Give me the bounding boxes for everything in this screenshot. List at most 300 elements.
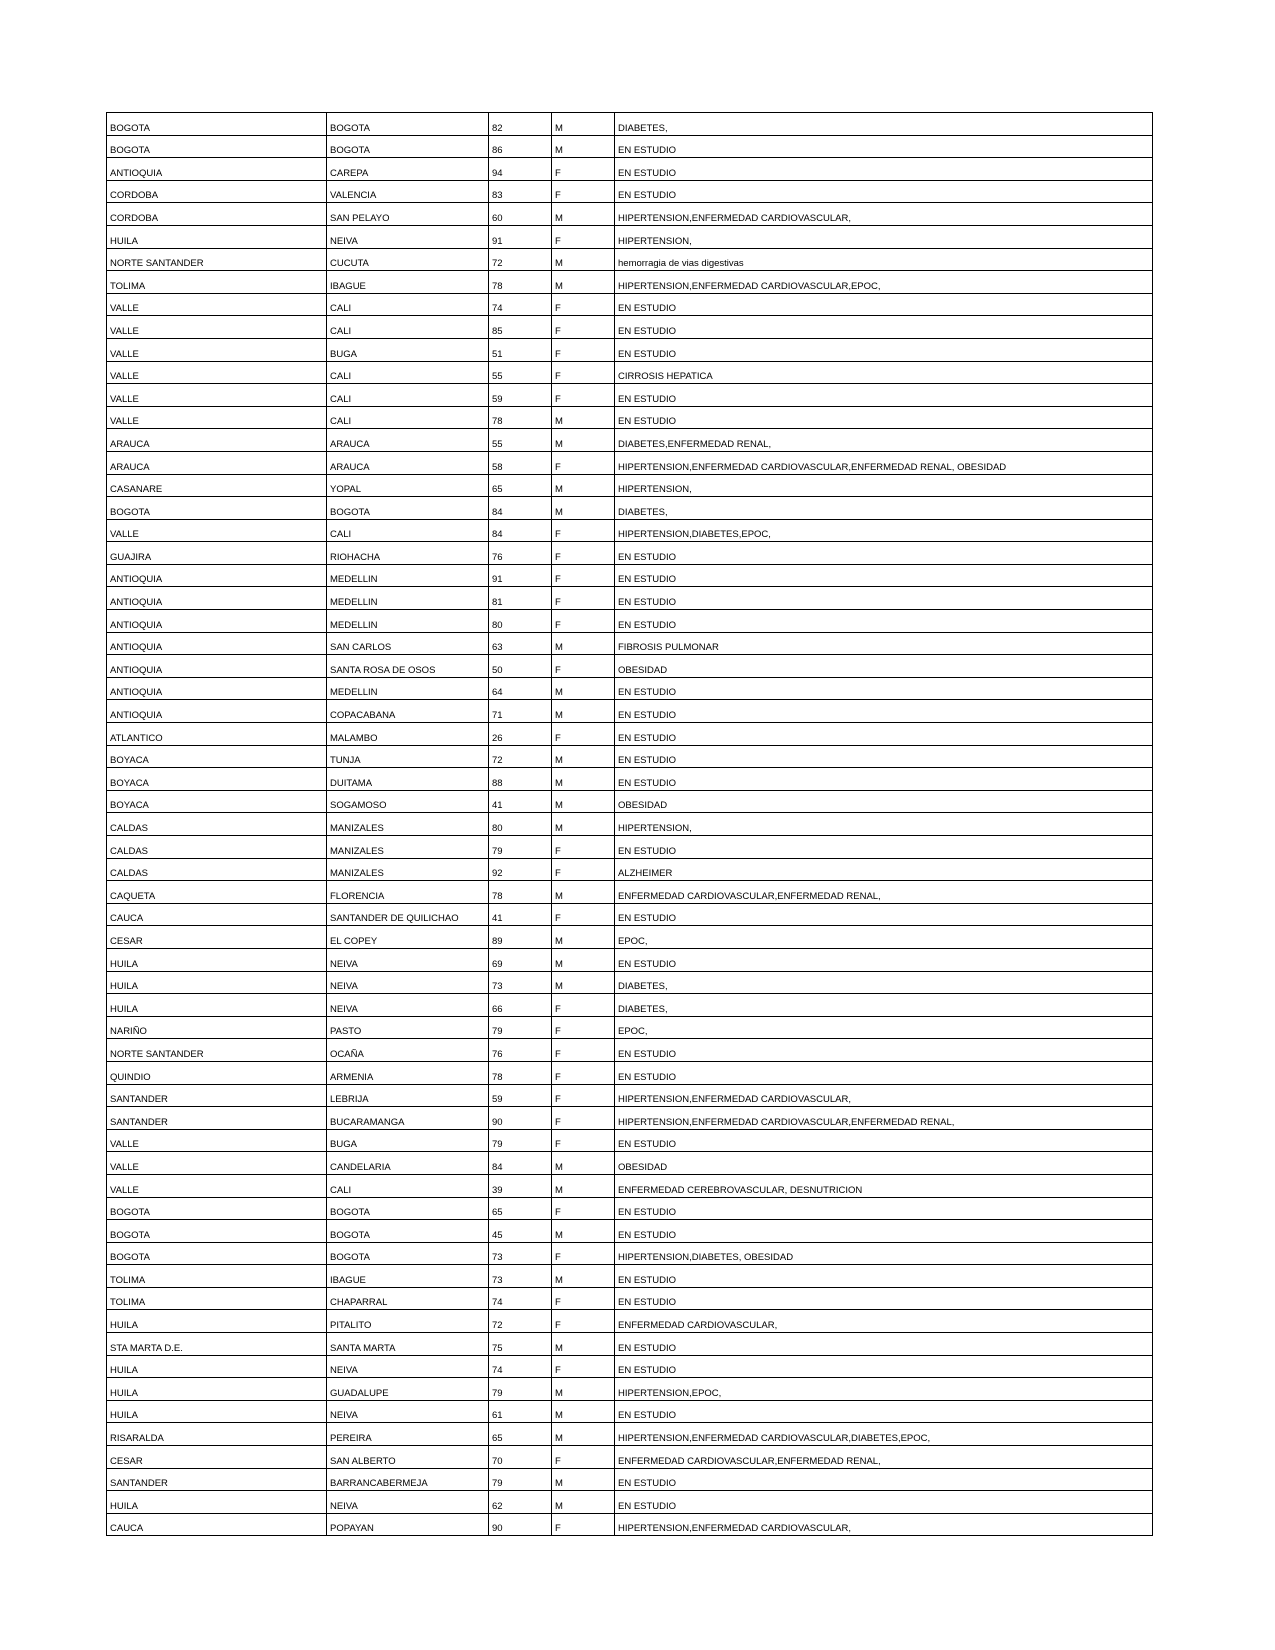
sex-cell: F [552,542,615,565]
table-row [107,564,1153,587]
sex-cell: M [552,790,615,813]
table-row [107,858,1153,881]
age-cell: 72 [489,248,552,271]
age-cell: 60 [489,203,552,226]
sex-cell: M [552,1333,615,1356]
sex-cell: M [552,1491,615,1514]
table-row [107,1039,1153,1062]
city-cell: PITALITO [327,1310,489,1333]
age-cell: 90 [489,1107,552,1130]
condition-cell: EN ESTUDIO [615,1061,1153,1084]
age-cell: 41 [489,903,552,926]
department-cell: BOGOTA [107,497,327,520]
city-cell: SAN CARLOS [327,632,489,655]
condition-cell: HIPERTENSION, [615,225,1153,248]
table-row [107,384,1153,407]
condition-cell: ENFERMEDAD CEREBROVASCULAR, DESNUTRICION [615,1174,1153,1197]
department-cell: VALLE [107,406,327,429]
city-cell: CHAPARRAL [327,1287,489,1310]
department-cell: BOGOTA [107,1197,327,1220]
sex-cell: F [552,225,615,248]
sex-cell: M [552,971,615,994]
sex-cell: F [552,655,615,678]
age-cell: 74 [489,293,552,316]
city-cell: BOGOTA [327,1242,489,1265]
age-cell: 73 [489,1265,552,1288]
sex-cell: M [552,1423,615,1446]
department-cell: ANTIOQUIA [107,677,327,700]
sex-cell: M [552,1378,615,1401]
condition-cell: EN ESTUDIO [615,745,1153,768]
table-row [107,677,1153,700]
age-cell: 81 [489,587,552,610]
city-cell: PEREIRA [327,1423,489,1446]
city-cell: CUCUTA [327,248,489,271]
city-cell: BARRANCABERMEJA [327,1468,489,1491]
condition-cell: EPOC, [615,926,1153,949]
city-cell: NEIVA [327,948,489,971]
city-cell: DUITAMA [327,768,489,791]
condition-cell: EN ESTUDIO [615,677,1153,700]
condition-cell: HIPERTENSION,DIABETES,EPOC, [615,519,1153,542]
age-cell: 85 [489,316,552,339]
sex-cell: F [552,180,615,203]
sex-cell: F [552,158,615,181]
department-cell: ANTIOQUIA [107,564,327,587]
condition-cell: EN ESTUDIO [615,293,1153,316]
department-cell: RISARALDA [107,1423,327,1446]
age-cell: 91 [489,225,552,248]
condition-cell: EN ESTUDIO [615,1468,1153,1491]
age-cell: 55 [489,429,552,452]
condition-cell: EN ESTUDIO [615,1265,1153,1288]
city-cell: CANDELARIA [327,1152,489,1175]
city-cell: BOGOTA [327,1197,489,1220]
city-cell: NEIVA [327,1355,489,1378]
department-cell: VALLE [107,293,327,316]
sex-cell: M [552,429,615,452]
city-cell: NEIVA [327,225,489,248]
sex-cell: F [552,338,615,361]
department-cell: BOGOTA [107,135,327,158]
sex-cell: M [552,948,615,971]
table-row [107,1129,1153,1152]
sex-cell: F [552,1513,615,1536]
department-cell: CAUCA [107,1513,327,1536]
department-cell: GUAJIRA [107,542,327,565]
department-cell: BOGOTA [107,1242,327,1265]
table-row [107,158,1153,181]
sex-cell: M [552,632,615,655]
table-row [107,429,1153,452]
sex-cell: F [552,1242,615,1265]
department-cell: ARAUCA [107,429,327,452]
table-row [107,1265,1153,1288]
age-cell: 76 [489,1039,552,1062]
condition-cell: EN ESTUDIO [615,338,1153,361]
sex-cell: M [552,1174,615,1197]
condition-cell: HIPERTENSION,ENFERMEDAD CARDIOVASCULAR,ENFERMEDAD RENAL, [615,1107,1153,1130]
city-cell: LEBRIJA [327,1084,489,1107]
sex-cell: F [552,858,615,881]
table-row [107,948,1153,971]
city-cell: TUNJA [327,745,489,768]
age-cell: 59 [489,1084,552,1107]
sex-cell: M [552,113,615,136]
table-row [107,610,1153,633]
condition-cell: EN ESTUDIO [615,1197,1153,1220]
age-cell: 26 [489,723,552,746]
department-cell: TOLIMA [107,1287,327,1310]
sex-cell: M [552,1152,615,1175]
condition-cell: HIPERTENSION,ENFERMEDAD CARDIOVASCULAR,EPOC, [615,271,1153,294]
condition-cell: DIABETES,ENFERMEDAD RENAL, [615,429,1153,452]
sex-cell: F [552,1016,615,1039]
table-row [107,248,1153,271]
department-cell: BOYACA [107,768,327,791]
department-cell: BOYACA [107,745,327,768]
sex-cell: M [552,248,615,271]
age-cell: 72 [489,745,552,768]
sex-cell: F [552,519,615,542]
sex-cell: F [552,1084,615,1107]
age-cell: 82 [489,113,552,136]
city-cell: PASTO [327,1016,489,1039]
table-row [107,1084,1153,1107]
age-cell: 65 [489,1423,552,1446]
department-cell: TOLIMA [107,271,327,294]
department-cell: CAUCA [107,903,327,926]
city-cell: CALI [327,293,489,316]
age-cell: 78 [489,881,552,904]
age-cell: 73 [489,1242,552,1265]
table-row [107,971,1153,994]
sex-cell: M [552,677,615,700]
department-cell: VALLE [107,1129,327,1152]
city-cell: SANTANDER DE QUILICHAO [327,903,489,926]
age-cell: 39 [489,1174,552,1197]
department-cell: VALLE [107,1174,327,1197]
age-cell: 66 [489,994,552,1017]
table-row [107,113,1153,136]
sex-cell: M [552,1400,615,1423]
sex-cell: M [552,745,615,768]
table-row [107,180,1153,203]
department-cell: HUILA [107,1355,327,1378]
table-row [107,632,1153,655]
city-cell: IBAGUE [327,271,489,294]
condition-cell: EN ESTUDIO [615,768,1153,791]
age-cell: 79 [489,836,552,859]
city-cell: BOGOTA [327,497,489,520]
age-cell: 72 [489,1310,552,1333]
age-cell: 73 [489,971,552,994]
condition-cell: HIPERTENSION,ENFERMEDAD CARDIOVASCULAR,ENFERMEDAD RENAL, OBESIDAD [615,451,1153,474]
city-cell: NEIVA [327,1400,489,1423]
condition-cell: DIABETES, [615,497,1153,520]
age-cell: 84 [489,1152,552,1175]
department-cell: CESAR [107,1446,327,1469]
condition-cell: EN ESTUDIO [615,836,1153,859]
age-cell: 91 [489,564,552,587]
city-cell: MEDELLIN [327,610,489,633]
table-row [107,135,1153,158]
condition-cell: ENFERMEDAD CARDIOVASCULAR, [615,1310,1153,1333]
age-cell: 80 [489,813,552,836]
city-cell: ARAUCA [327,451,489,474]
sex-cell: M [552,881,615,904]
sex-cell: F [552,361,615,384]
department-cell: CORDOBA [107,180,327,203]
condition-cell: EN ESTUDIO [615,723,1153,746]
age-cell: 69 [489,948,552,971]
condition-cell: EN ESTUDIO [615,564,1153,587]
table-row [107,994,1153,1017]
age-cell: 71 [489,700,552,723]
city-cell: CALI [327,384,489,407]
condition-cell: CIRROSIS HEPATICA [615,361,1153,384]
city-cell: NEIVA [327,971,489,994]
table-row [107,813,1153,836]
table-row [107,881,1153,904]
city-cell: COPACABANA [327,700,489,723]
table-row [107,1513,1153,1536]
sex-cell: F [552,293,615,316]
table-row [107,338,1153,361]
condition-cell: EN ESTUDIO [615,406,1153,429]
sex-cell: M [552,203,615,226]
city-cell: CALI [327,1174,489,1197]
table-row [107,903,1153,926]
table-row [107,406,1153,429]
condition-cell: DIABETES, [615,113,1153,136]
sex-cell: M [552,926,615,949]
table-row [107,1107,1153,1130]
age-cell: 59 [489,384,552,407]
department-cell: NARIÑO [107,1016,327,1039]
department-cell: BOGOTA [107,1220,327,1243]
age-cell: 86 [489,135,552,158]
table-row [107,1174,1153,1197]
condition-cell: EN ESTUDIO [615,316,1153,339]
table-row [107,723,1153,746]
age-cell: 84 [489,497,552,520]
sex-cell: M [552,700,615,723]
sex-cell: M [552,1220,615,1243]
condition-cell: ENFERMEDAD CARDIOVASCULAR,ENFERMEDAD RENAL, [615,881,1153,904]
age-cell: 64 [489,677,552,700]
table-row [107,745,1153,768]
table-row [107,700,1153,723]
sex-cell: F [552,1039,615,1062]
table-row [107,1355,1153,1378]
city-cell: FLORENCIA [327,881,489,904]
table-row [107,926,1153,949]
condition-cell: HIPERTENSION,EPOC, [615,1378,1153,1401]
department-cell: CALDAS [107,836,327,859]
table-row [107,655,1153,678]
department-cell: HUILA [107,1378,327,1401]
age-cell: 79 [489,1378,552,1401]
sex-cell: M [552,813,615,836]
data-table [106,112,1153,1536]
condition-cell: EN ESTUDIO [615,903,1153,926]
sex-cell: M [552,1265,615,1288]
age-cell: 45 [489,1220,552,1243]
age-cell: 61 [489,1400,552,1423]
sex-cell: F [552,1355,615,1378]
city-cell: ARAUCA [327,429,489,452]
department-cell: NORTE SANTANDER [107,1039,327,1062]
condition-cell: OBESIDAD [615,655,1153,678]
city-cell: NEIVA [327,994,489,1017]
city-cell: ARMENIA [327,1061,489,1084]
condition-cell: hemorragia de vias digestivas [615,248,1153,271]
age-cell: 58 [489,451,552,474]
department-cell: HUILA [107,1491,327,1514]
condition-cell: HIPERTENSION,ENFERMEDAD CARDIOVASCULAR, [615,203,1153,226]
department-cell: SANTANDER [107,1084,327,1107]
table-row [107,1016,1153,1039]
sex-cell: F [552,1061,615,1084]
city-cell: CALI [327,361,489,384]
sex-cell: F [552,836,615,859]
department-cell: CAQUETA [107,881,327,904]
table-row [107,1423,1153,1446]
condition-cell: EN ESTUDIO [615,700,1153,723]
city-cell: SANTA ROSA DE OSOS [327,655,489,678]
city-cell: BOGOTA [327,1220,489,1243]
department-cell: ATLANTICO [107,723,327,746]
city-cell: OCAÑA [327,1039,489,1062]
department-cell: CALDAS [107,858,327,881]
condition-cell: EN ESTUDIO [615,542,1153,565]
department-cell: ANTIOQUIA [107,158,327,181]
sex-cell: F [552,316,615,339]
condition-cell: EN ESTUDIO [615,1129,1153,1152]
city-cell: MEDELLIN [327,564,489,587]
city-cell: SOGAMOSO [327,790,489,813]
sex-cell: F [552,384,615,407]
sex-cell: F [552,587,615,610]
table-row [107,451,1153,474]
condition-cell: EN ESTUDIO [615,158,1153,181]
department-cell: BOGOTA [107,113,327,136]
sex-cell: F [552,1129,615,1152]
city-cell: BUCARAMANGA [327,1107,489,1130]
department-cell: CALDAS [107,813,327,836]
condition-cell: EN ESTUDIO [615,384,1153,407]
condition-cell: DIABETES, [615,971,1153,994]
department-cell: ANTIOQUIA [107,587,327,610]
city-cell: MEDELLIN [327,677,489,700]
city-cell: CALI [327,519,489,542]
condition-cell: EN ESTUDIO [615,1039,1153,1062]
age-cell: 79 [489,1129,552,1152]
table-row [107,361,1153,384]
department-cell: ANTIOQUIA [107,700,327,723]
sex-cell: F [552,994,615,1017]
condition-cell: EN ESTUDIO [615,587,1153,610]
department-cell: VALLE [107,338,327,361]
condition-cell: EN ESTUDIO [615,1400,1153,1423]
condition-cell: EN ESTUDIO [615,948,1153,971]
table-row [107,497,1153,520]
age-cell: 94 [489,158,552,181]
age-cell: 74 [489,1355,552,1378]
age-cell: 41 [489,790,552,813]
age-cell: 90 [489,1513,552,1536]
condition-cell: EN ESTUDIO [615,180,1153,203]
age-cell: 75 [489,1333,552,1356]
city-cell: YOPAL [327,474,489,497]
table-row [107,836,1153,859]
department-cell: SANTANDER [107,1107,327,1130]
condition-cell: ENFERMEDAD CARDIOVASCULAR,ENFERMEDAD RENAL, [615,1446,1153,1469]
condition-cell: HIPERTENSION,ENFERMEDAD CARDIOVASCULAR, [615,1513,1153,1536]
department-cell: VALLE [107,519,327,542]
age-cell: 83 [489,180,552,203]
city-cell: BOGOTA [327,113,489,136]
condition-cell: EN ESTUDIO [615,610,1153,633]
department-cell: VALLE [107,384,327,407]
city-cell: CALI [327,406,489,429]
table-row [107,519,1153,542]
department-cell: ANTIOQUIA [107,632,327,655]
table-row [107,1491,1153,1514]
department-cell: CASANARE [107,474,327,497]
sex-cell: F [552,903,615,926]
condition-cell: EN ESTUDIO [615,1287,1153,1310]
city-cell: SAN ALBERTO [327,1446,489,1469]
sex-cell: M [552,406,615,429]
age-cell: 50 [489,655,552,678]
department-cell: ANTIOQUIA [107,610,327,633]
city-cell: CALI [327,316,489,339]
city-cell: BUGA [327,1129,489,1152]
department-cell: SANTANDER [107,1468,327,1491]
table-row [107,1400,1153,1423]
age-cell: 62 [489,1491,552,1514]
city-cell: NEIVA [327,1491,489,1514]
table-row [107,1197,1153,1220]
table-row [107,293,1153,316]
table-row [107,1446,1153,1469]
city-cell: BOGOTA [327,135,489,158]
department-cell: HUILA [107,225,327,248]
sex-cell: M [552,497,615,520]
age-cell: 79 [489,1016,552,1039]
condition-cell: EN ESTUDIO [615,1491,1153,1514]
city-cell: SAN PELAYO [327,203,489,226]
department-cell: VALLE [107,361,327,384]
age-cell: 70 [489,1446,552,1469]
table-row [107,474,1153,497]
city-cell: CAREPA [327,158,489,181]
condition-cell: HIPERTENSION, [615,813,1153,836]
sex-cell: M [552,135,615,158]
sex-cell: M [552,474,615,497]
table-row [107,1152,1153,1175]
table-row [107,768,1153,791]
sex-cell: M [552,271,615,294]
table-row [107,225,1153,248]
table-row [107,1242,1153,1265]
sex-cell: F [552,1107,615,1130]
sex-cell: F [552,723,615,746]
department-cell: HUILA [107,1400,327,1423]
department-cell: ANTIOQUIA [107,655,327,678]
